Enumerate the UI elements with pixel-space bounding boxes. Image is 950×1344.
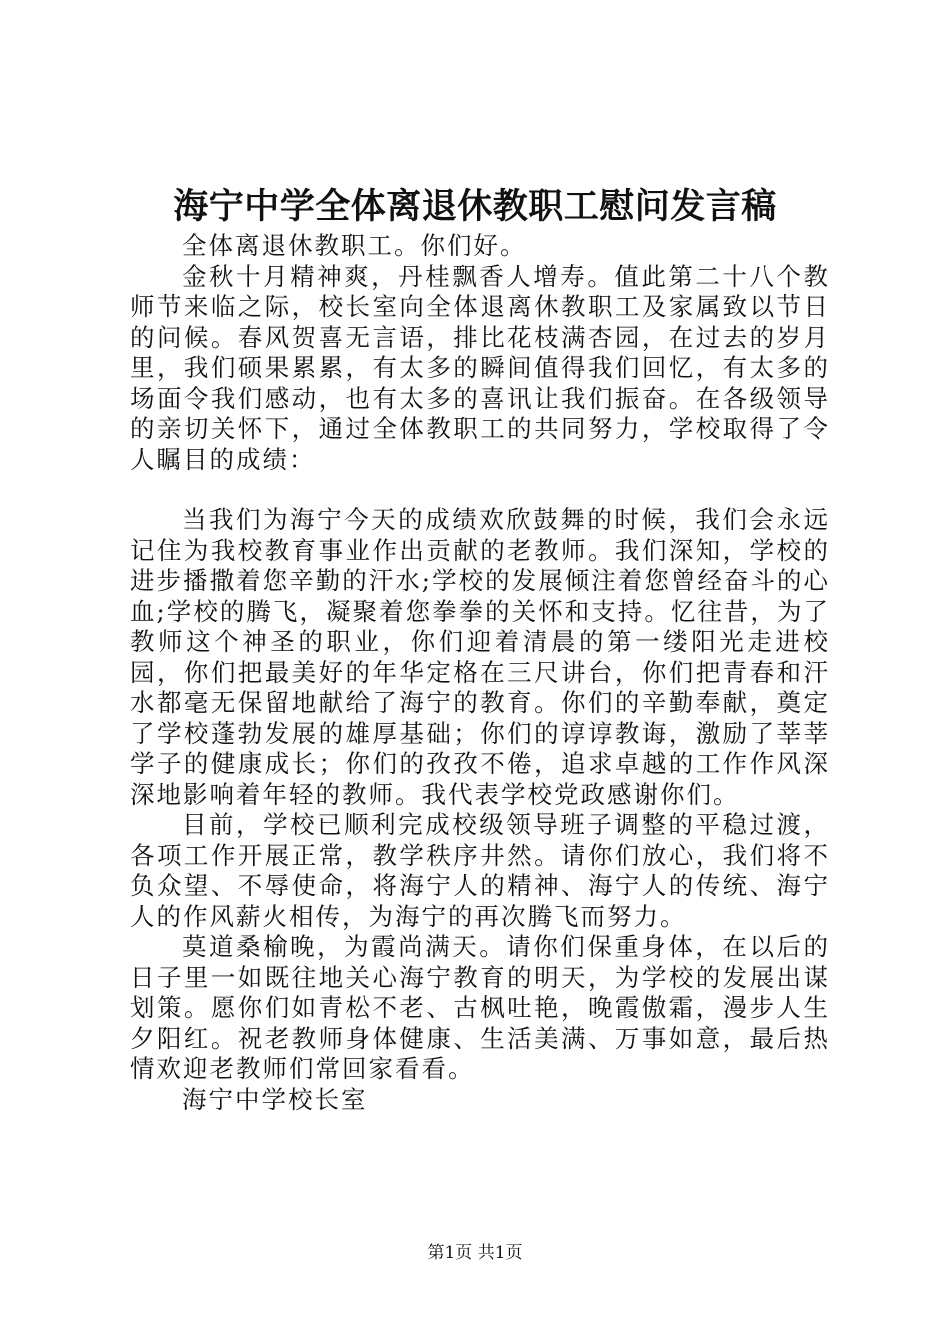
signature: 海宁中学校长室	[182, 1084, 368, 1114]
status-paragraph: 目前，学校已顺利完成校级领导班子调整的平稳过渡，各项工作开展正常，教学秩序井然。请你们放心，我们将不负众望、不辱使命，将海宁人的精神、海宁人的传统、海宁人的作风薪火相传，为海宁的再次腾飞而努力。	[130, 810, 830, 931]
opening-paragraph: 金秋十月精神爽，丹桂飘香人增寿。值此第二十八个教师节来临之际，校长室向全体退离休教职工及家属致以节日的问候。春风贺喜无言语，排比花枝满杏园，在过去的岁月里，我们硕果累累，有太多的瞬间值得我们回忆，有太多的场面令我们感动，也有太多的喜讯让我们振奋。在各级领导的亲切关怀下，通过全体教职工的共同努力，学校取得了令人瞩目的成绩：	[130, 261, 830, 474]
page-number: 第1页 共1页	[427, 1243, 523, 1263]
document-body	[130, 231, 830, 1115]
greeting-paragraph: 全体离退休教职工。你们好。	[182, 231, 527, 260]
tribute-paragraph: 当我们为海宁今天的成绩欢欣鼓舞的时候，我们会永远记住为我校教育事业作出贡献的老教师。我们深知，学校的进步播撒着您辛勤的汗水;学校的发展倾注着您曾经奋斗的心血;学校的腾飞，凝聚着您拳拳的关怀和支持。忆往昔，为了教师这个神圣的职业，你们迎着清晨的第一缕阳光走进校园，你们把最美好的年华定格在三尺讲台，你们把青春和汗水都毫无保留地献给了海宁的教育。你们的辛勤奉献，奠定了学校蓬勃发展的雄厚基础；你们的谆谆教诲，激励了莘莘学子的健康成长；你们的孜孜不倦，追求卓越的工作作风深深地影响着年轻的教师。我代表学校党政感谢你们。	[130, 505, 830, 809]
blessing-paragraph: 莫道桑榆晚，为霞尚满天。请你们保重身体，在以后的日子里一如既往地关心海宁教育的明天，为学校的发展出谋划策。愿你们如青松不老、古枫吐艳，晚霞傲霜，漫步人生夕阳红。祝老教师身体健康、生活美满、万事如意，最后热情欢迎老教师们常回家看看。	[130, 932, 830, 1083]
document-title: 海宁中学全体离退休教职工慰问发言稿	[173, 186, 777, 227]
